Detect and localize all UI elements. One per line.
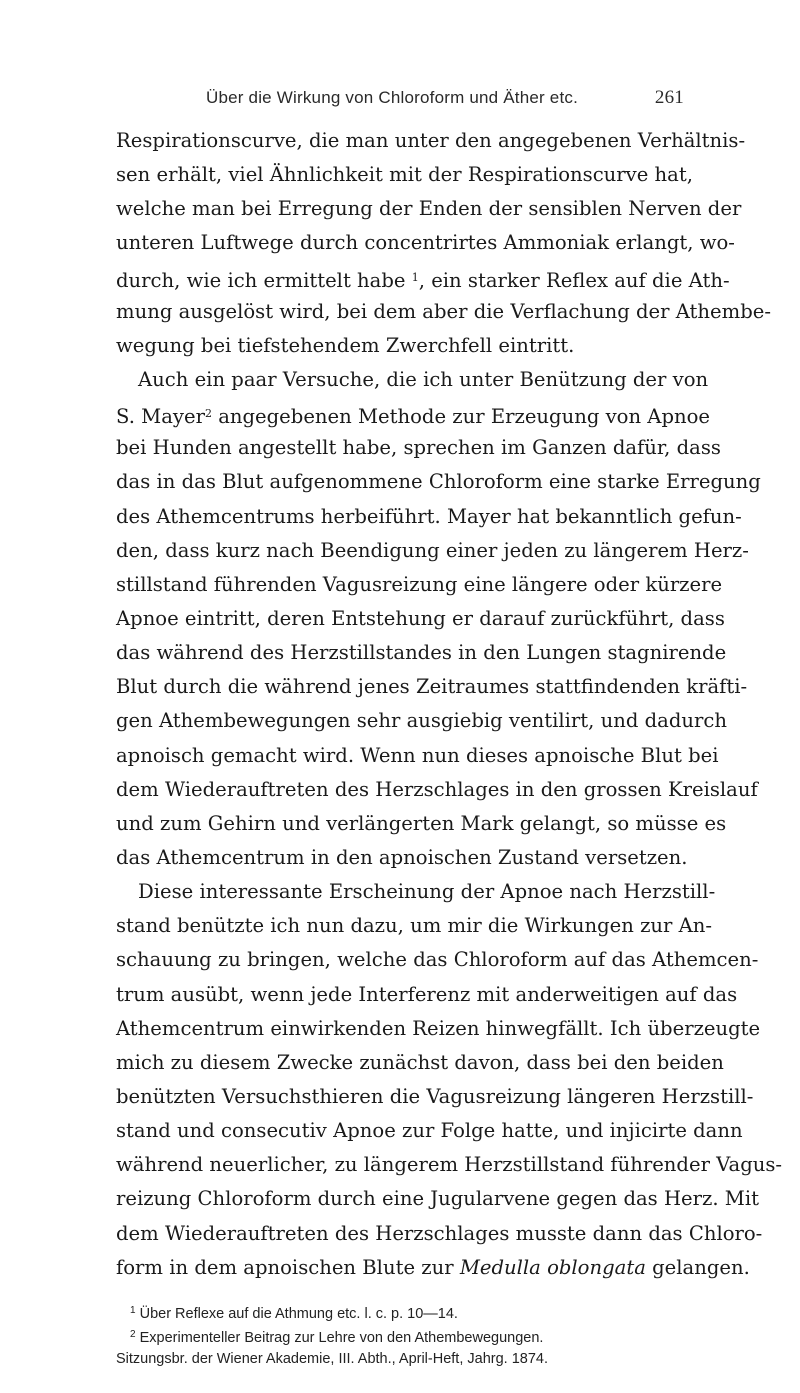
paragraph-start-line: Auch ein paar Versuche, die ich unter Benützung der von (138, 367, 709, 391)
text-line: schauung zu bringen, welche das Chloroform auf das Athemcen- (116, 948, 759, 972)
text-line (116, 1251, 750, 1285)
text-line: das in das Blut aufgenommene Chloroform eine starke Erregung (116, 470, 761, 494)
text-line: welche man bei Erregung der Enden der sensiblen Nerven der (116, 197, 742, 221)
text-line: dem Wiederauftreten des Herzschlages musste dann das Chloro- (116, 1221, 763, 1245)
text-fragment: gelangen. (645, 1255, 750, 1279)
footnotes (116, 1299, 684, 1371)
footnote-1 (116, 1299, 684, 1323)
text-line (116, 261, 730, 295)
text-line: sen erhält, viel Ähnlichkeit mit der Respirationscurve hat, (116, 163, 693, 187)
footnote-ref-2: 2 (204, 407, 212, 421)
footnote-2 (116, 1323, 684, 1347)
text-line: Blut durch die während jenes Zeitraumes stattfindenden kräfti- (116, 675, 748, 699)
text-line: des Athemcentrums herbeiführt. Mayer hat bekanntlich gefun- (116, 504, 742, 528)
running-header (118, 87, 684, 112)
body-text (116, 124, 783, 1285)
text-line: unteren Luftwege durch concentrirtes Ammoniak erlangt, wo- (116, 231, 735, 255)
text-fragment: durch, wie ich ermittelt habe (116, 268, 406, 292)
text-line: stand und consecutiv Apnoe zur Folge hatte, und injicirte dann (116, 1119, 743, 1143)
page-number: 261 (654, 87, 684, 108)
italic-term: Medulla oblongata (459, 1255, 646, 1279)
text-line: Respirationscurve, die man unter den angegebenen Verhältnis- (116, 129, 746, 152)
text-line: reizung Chloroform durch eine Jugularvene gegen das Herz. Mit (116, 1187, 759, 1211)
text-line: wegung bei tiefstehendem Zwerchfell eintritt. (116, 333, 575, 357)
footnote-text: Sitzungsbr. der Wiener Akademie, III. Abth., April-Heft, Jahrg. 1874. (116, 1351, 548, 1367)
text-line: Apnoe eintritt, deren Entstehung er darauf zurückführt, dass (116, 606, 725, 630)
text-line: stand benützte ich nun dazu, um mir die Wirkungen zur An- (116, 914, 713, 938)
text-line: gen Athembewegungen sehr ausgiebig ventilirt, und dadurch (116, 709, 727, 733)
text-line: bei Hunden angestellt habe, sprechen im Ganzen dafür, dass (116, 436, 721, 460)
text-line: trum ausübt, wenn jede Interferenz mit anderweitigen auf das (116, 982, 738, 1006)
text-fragment: , ein starker Reflex auf die Ath- (418, 268, 730, 292)
text-line: stillstand führenden Vagusreizung eine längere oder kürzere (116, 572, 723, 596)
running-title: Über die Wirkung von Chloroform und Äther etc. (205, 88, 579, 107)
text-line: mung ausgelöst wird, bei dem aber die Verflachung der Athembe- (116, 299, 771, 323)
footnote-marker: 2 (130, 1329, 136, 1340)
text-line: das während des Herzstillstandes in den Lungen stagnirende (116, 641, 727, 665)
text-line: Athemcentrum einwirkenden Reizen hinwegfällt. Ich überzeugte (116, 1016, 761, 1040)
text-line: während neuerlicher, zu längerem Herzstillstand führender Vagus- (116, 1153, 783, 1177)
text-fragment: form in dem apnoischen Blute zur (116, 1255, 454, 1279)
paragraph-start-line: Diese interessante Erscheinung der Apnoe nach Herzstill- (138, 880, 716, 904)
text-fragment: S. Mayer (116, 405, 205, 429)
text-line: dem Wiederauftreten des Herzschlages in den grossen Kreislauf (116, 777, 758, 801)
text-line: mich zu diesem Zwecke zunächst davon, dass bei den beiden (116, 1050, 724, 1074)
footnote-2-continued (116, 1347, 684, 1371)
text-line: und zum Gehirn und verlängerten Mark gelangt, so müsse es (116, 811, 727, 835)
footnote-text: Experimenteller Beitrag zur Lehre von den Athembewegungen. (139, 1330, 544, 1346)
text-line: benützten Versuchsthieren die Vagusreizung längeren Herzstill- (116, 1084, 754, 1108)
text-line (116, 397, 711, 431)
footnote-text: Über Reflexe auf die Athmung etc. l. c. p. 10—14. (139, 1306, 458, 1322)
footnote-ref-1: 1 (411, 270, 419, 284)
text-line: den, dass kurz nach Beendigung einer jeden zu längerem Herz- (116, 538, 749, 562)
text-line: apnoisch gemacht wird. Wenn nun dieses apnoische Blut bei (116, 743, 719, 767)
footnote-marker: 1 (130, 1305, 136, 1316)
text-line: das Athemcentrum in den apnoischen Zustand versetzen. (116, 845, 688, 869)
text-fragment: angegebenen Methode zur Erzeugung von Apnoe (211, 405, 711, 429)
